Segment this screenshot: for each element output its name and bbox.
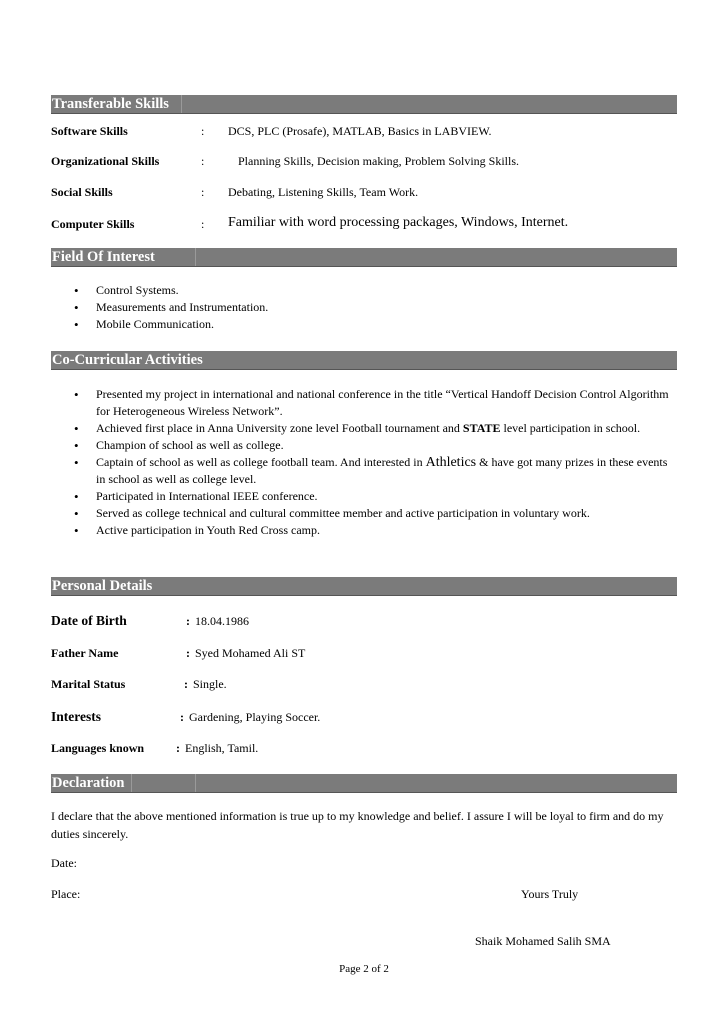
section-header-personal-details — [51, 577, 677, 596]
list-item: • Active participation in Youth Red Cross camp. — [74, 523, 320, 538]
declaration-text: I declare that the above mentioned information is true up to my knowledge and belief. I assure I will be loyal to firm and do my duties sincerely. — [51, 809, 664, 841]
skill-value: Familiar with word processing packages, Windows, Internet. — [228, 215, 569, 230]
list-item: • Measurements and Instrumentation. — [74, 300, 269, 315]
personal-label: Date of Birth — [51, 613, 127, 628]
section-header-transferable-skills — [51, 95, 677, 114]
personal-label: Interests — [51, 709, 101, 724]
personal-value: Syed Mohamed Ali ST — [195, 646, 306, 660]
skill-label: Organizational Skills — [51, 154, 160, 168]
skill-value: DCS, PLC (Prosafe), MATLAB, Basics in LABVIEW. — [228, 124, 492, 138]
skill-label: Software Skills — [51, 124, 128, 138]
interest-list — [51, 282, 677, 333]
personal-value: English, Tamil. — [185, 741, 259, 755]
section-header-field-of-interest — [51, 248, 677, 267]
list-item: • Participated in International IEEE conference. — [74, 489, 318, 504]
list-item: • Control Systems. — [74, 283, 179, 298]
colon: : — [184, 677, 188, 691]
header-divider — [195, 774, 196, 792]
bullet-icon: • — [74, 387, 79, 402]
personal-value: 18.04.1986 — [195, 614, 249, 628]
colon: : — [186, 646, 190, 660]
colon: : — [201, 185, 205, 199]
skill-value: Debating, Listening Skills, Team Work. — [228, 185, 419, 199]
personal-value: Single. — [193, 677, 227, 691]
place-label: Place: — [51, 887, 81, 901]
personal-label: Father Name — [51, 646, 119, 660]
bullet-icon: • — [74, 506, 79, 521]
section-title: Personal Details — [52, 578, 153, 594]
bullet-icon: • — [74, 438, 79, 453]
activities-list — [51, 386, 677, 539]
personal-value: Gardening, Playing Soccer. — [189, 710, 321, 724]
section-header-declaration — [51, 774, 677, 793]
list-item: • Served as college technical and cultural committee member and active participation in voluntary work. — [74, 506, 590, 521]
personal-label: Marital Status — [51, 677, 126, 691]
personal-label: Languages known — [51, 741, 145, 755]
section-title: Co-Curricular Activities — [52, 352, 203, 368]
list-item: • Champion of school as well as college. — [74, 438, 284, 453]
colon: : — [176, 741, 180, 755]
header-divider — [131, 774, 132, 792]
section-title: Transferable Skills — [52, 96, 169, 112]
colon: : — [201, 217, 205, 231]
date-label: Date: — [51, 856, 77, 870]
bullet-icon: • — [74, 455, 79, 470]
colon: : — [201, 154, 205, 168]
bullet-icon: • — [74, 300, 79, 315]
colon: : — [201, 124, 205, 138]
colon: : — [186, 614, 190, 628]
bullet-icon: • — [74, 489, 79, 504]
list-item: • Mobile Communication. — [74, 317, 214, 332]
skill-label: Computer Skills — [51, 217, 135, 231]
skill-value: Planning Skills, Decision making, Problem Solving Skills. — [238, 154, 520, 168]
bullet-icon: • — [74, 317, 79, 332]
closing-text: Yours Truly — [521, 887, 579, 901]
list-item: • Presented my project in international and national conference in the title “Vertical Handoff Decision Control Algorithm for Heterogeneous Wireless Network”. — [74, 387, 669, 418]
header-divider — [195, 248, 196, 266]
page-number: Page 2 of 2 — [339, 963, 389, 975]
bullet-icon: • — [74, 523, 79, 538]
bullet-icon: • — [74, 283, 79, 298]
list-item: • Achieved first place in Anna University zone level Football tournament and STATE level participation in school. — [74, 421, 641, 436]
signatory-name: Shaik Mohamed Salih SMA — [475, 934, 611, 948]
section-header-co-curricular — [51, 351, 677, 370]
skill-label: Social Skills — [51, 185, 113, 199]
bullet-icon: • — [74, 421, 79, 436]
section-title: Declaration — [52, 775, 125, 791]
section-title: Field Of Interest — [52, 249, 155, 265]
list-item: • Captain of school as well as college football team. And interested in Athletics & have got many prizes in these events in school as well as college level. — [74, 455, 668, 486]
colon: : — [180, 710, 184, 724]
header-divider — [181, 95, 182, 113]
